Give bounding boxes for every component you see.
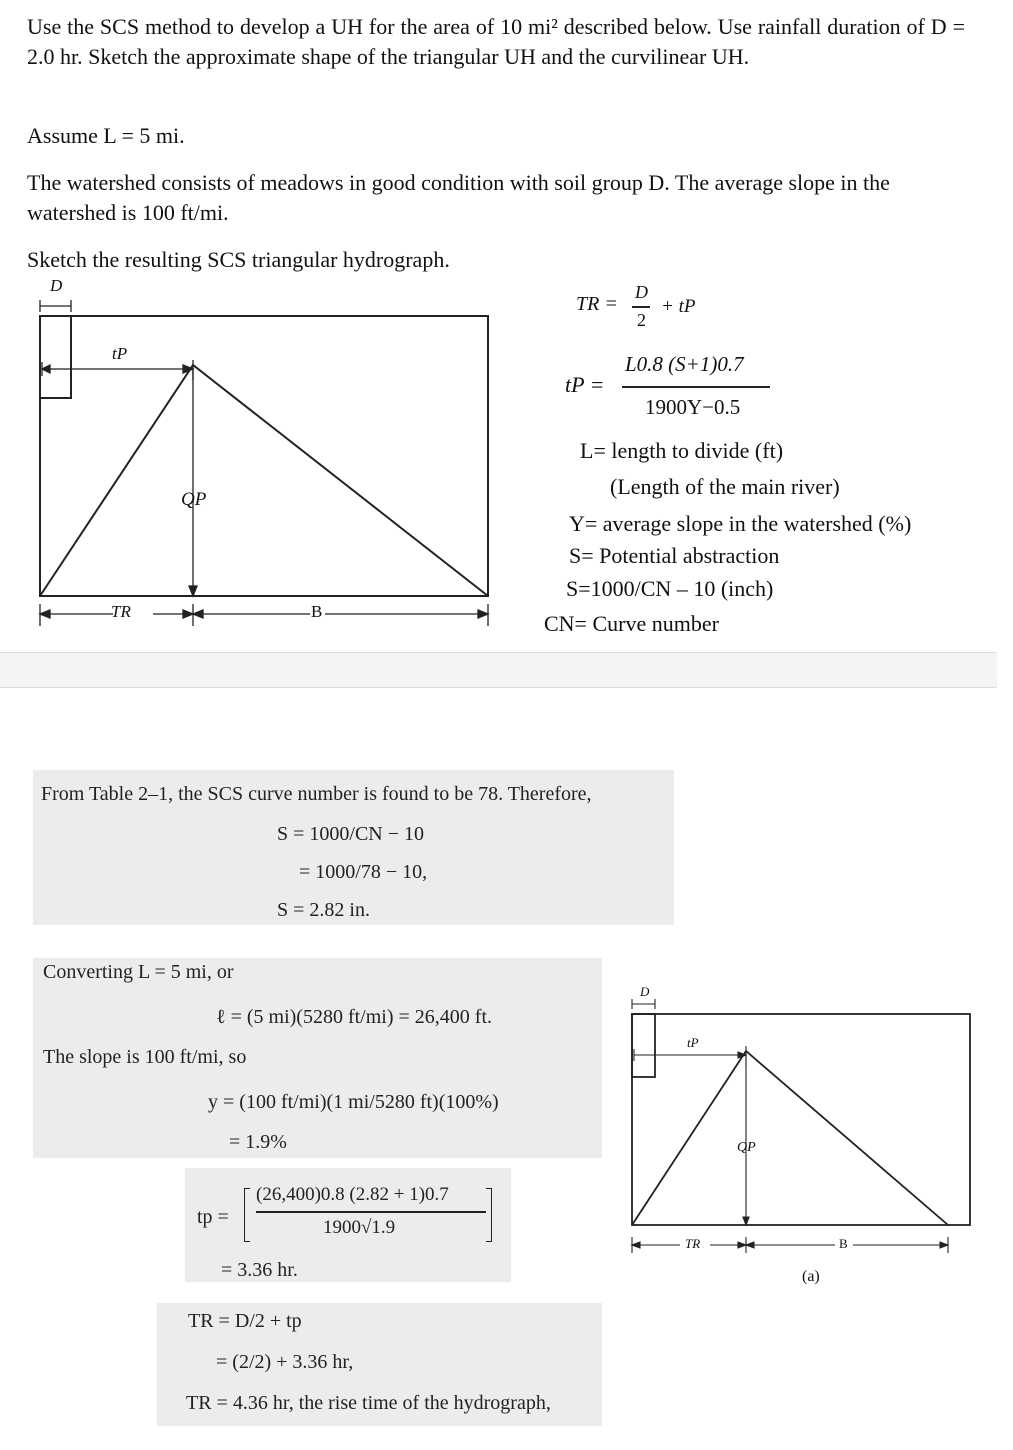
small-label-tp: tP [687, 1035, 699, 1050]
rainfall-block [40, 316, 71, 398]
tr-formula-lhs: TR = [576, 293, 618, 315]
slope-eq-1: y = (100 ft/mi)(1 mi/5280 ft)(100%) [208, 1091, 499, 1113]
slope-intro: The slope is 100 ft/mi, so [43, 1046, 247, 1068]
triangular-hydrograph-diagram [20, 272, 510, 644]
small-label-d: D [640, 984, 650, 999]
diagram-label-qp: QP [181, 489, 207, 510]
slope-eq-2: = 1.9% [229, 1131, 287, 1153]
tp-calc-bracket-right [486, 1188, 492, 1242]
s-eq-3: S = 2.82 in. [277, 899, 370, 921]
diagram-label-b: B [311, 602, 323, 621]
convert-intro: Converting L = 5 mi, or [43, 961, 234, 983]
tr-formula-rest: + tP [661, 296, 696, 317]
question-para-2: Assume L = 5 mi. [27, 123, 185, 148]
question-para-1: Use the SCS method to develop a UH for the area of 10 mi² described below. Use rainfall duration of D = 2.0 hr. Sketch the approximate shape of the triangular UH and the curvilinear UH. [27, 14, 965, 69]
tr-eq-1: TR = D/2 + tp [188, 1310, 302, 1332]
small-diagram-caption: (a) [802, 1268, 820, 1285]
small-label-qp: QP [737, 1140, 756, 1155]
def-s: S= Potential abstraction [569, 543, 780, 568]
tr-fraction-bar [632, 306, 650, 308]
tp-calc-bracket-left [244, 1188, 250, 1242]
tp-formula-den: 1900Y−0.5 [645, 395, 741, 419]
tp-calc-result: = 3.36 hr. [221, 1259, 298, 1281]
diagram-label-tr: TR [111, 602, 131, 621]
diagram-frame [40, 316, 488, 596]
small-hydrograph-diagram [625, 984, 975, 1260]
tp-fraction-bar [622, 386, 770, 388]
tr-formula-den: 2 [637, 310, 646, 330]
question-para-3: The watershed consists of meadows in good condition with soil group D. The average slope in the watershed is 100 ft/mi. [27, 170, 890, 225]
tp-calc-den: 1900√1.9 [323, 1217, 396, 1238]
cn-intro: From Table 2–1, the SCS curve number is found to be 78. Therefore, [41, 783, 592, 805]
def-cn: CN= Curve number [544, 611, 719, 636]
triangle-hydrograph [40, 365, 488, 596]
small-label-b: B [839, 1236, 848, 1251]
tp-formula-lhs: tP = [565, 372, 605, 397]
convert-eq: ℓ = (5 mi)(5280 ft/mi) = 26,400 ft. [216, 1006, 492, 1028]
tp-calc-fraction-bar [256, 1211, 486, 1213]
question-para-4: Sketch the resulting SCS triangular hydrograph. [27, 247, 450, 272]
def-l-note: (Length of the main river) [610, 474, 840, 499]
tr-eq-3: TR = 4.36 hr, the rise time of the hydrograph, [186, 1392, 551, 1414]
def-l: L= length to divide (ft) [580, 438, 784, 463]
diagram-label-d: D [50, 276, 63, 295]
tp-calc-num: (26,400)0.8 (2.82 + 1)0.7 [256, 1184, 449, 1205]
tr-eq-2: = (2/2) + 3.36 hr, [216, 1351, 354, 1373]
def-y: Y= average slope in the watershed (%) [569, 511, 912, 536]
small-label-tr: TR [685, 1236, 701, 1251]
diagram-label-tp: tP [112, 344, 128, 363]
tp-calc-lhs: tp = [197, 1206, 229, 1228]
tr-formula-num: D [635, 282, 648, 302]
s-eq-2: = 1000/78 − 10, [299, 861, 428, 883]
def-s-formula: S=1000/CN – 10 (inch) [566, 576, 774, 601]
s-eq-1: S = 1000/CN − 10 [277, 823, 425, 845]
tp-formula-num: L0.8 (S+1)0.7 [625, 352, 744, 376]
section-divider [0, 652, 997, 688]
